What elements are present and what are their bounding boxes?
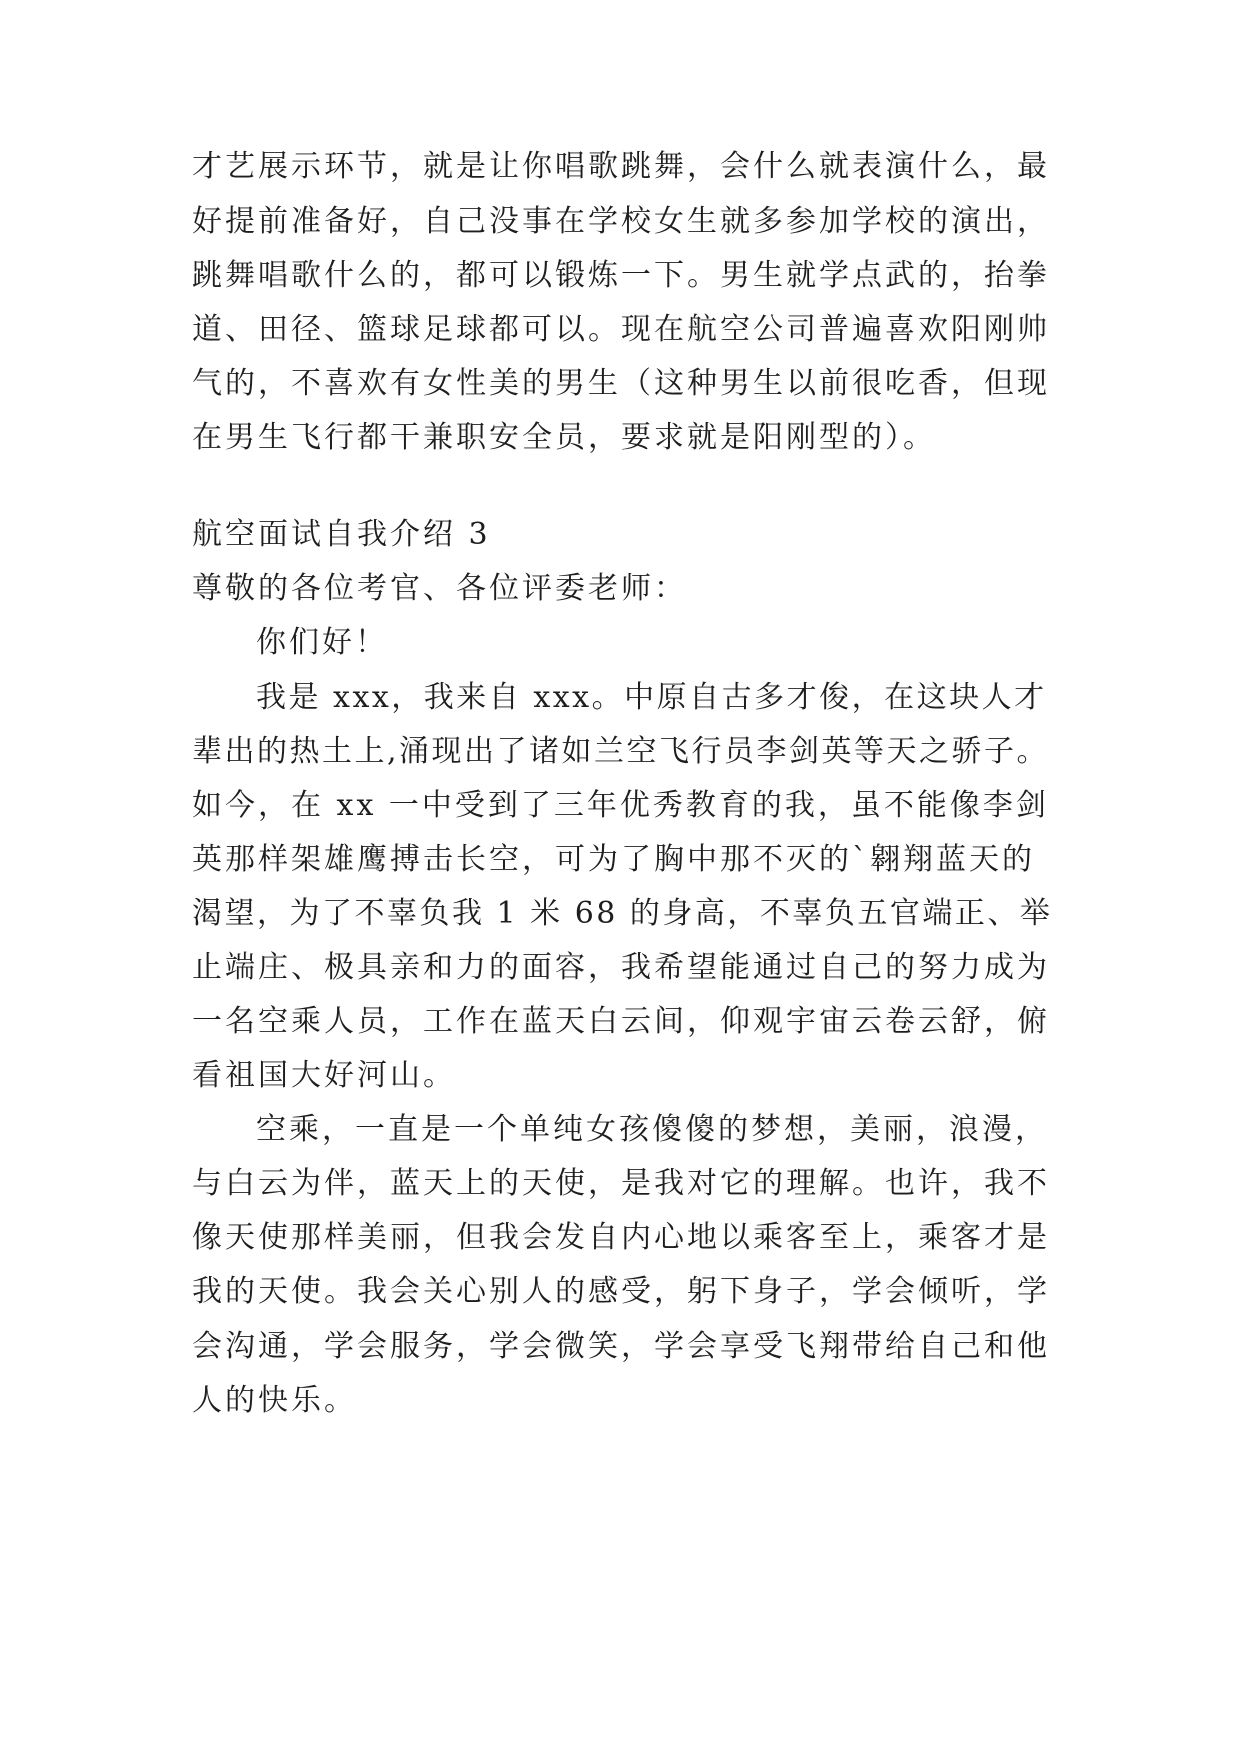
- greeting: 你们好！: [256, 625, 388, 660]
- text-line: 在男生飞行都干兼职安全员，要求就是阳刚型的）。: [192, 420, 936, 455]
- text-line: 我的天使。我会关心别人的感受，躬下身子，学会倾听，学: [192, 1274, 1050, 1309]
- text-line: 会沟通，学会服务，学会微笑，学会享受飞翔带给自己和他: [192, 1329, 1050, 1364]
- text-line: 辈出的热土上,涌现出了诸如兰空飞行员李剑英等天之骄子。: [192, 734, 1050, 769]
- text-line: 道、田径、篮球足球都可以。现在航空公司普遍喜欢阳刚帅: [192, 312, 1050, 347]
- text-line: 好提前准备好，自己没事在学校女生就多参加学校的演出，: [192, 204, 1050, 239]
- text-line: 跳舞唱歌什么的，都可以锻炼一下。男生就学点武的，抬拳: [192, 258, 1050, 293]
- text-line: 如今，在 xx 一中受到了三年优秀教育的我，虽不能像李剑: [192, 788, 1049, 823]
- section-heading: 航空面试自我介绍 3: [192, 517, 491, 552]
- text-line: 才艺展示环节，就是让你唱歌跳舞，会什么就表演什么，最: [192, 149, 1050, 184]
- text-line: 看祖国大好河山。: [192, 1058, 456, 1093]
- text-line: 空乘，一直是一个单纯女孩傻傻的梦想，美丽，浪漫，: [256, 1112, 1048, 1147]
- text-line: 与白云为伴，蓝天上的天使，是我对它的理解。也许，我不: [192, 1166, 1050, 1201]
- text-line: 一名空乘人员，工作在蓝天白云间，仰观宇宙云卷云舒，俯: [192, 1004, 1050, 1039]
- salutation: 尊敬的各位考官、各位评委老师：: [192, 571, 687, 606]
- text-line: 英那样架雄鹰搏击长空，可为了胸中那不灭的`翱翔蓝天的: [192, 842, 1035, 877]
- text-line: 我是 xxx，我来自 xxx。中原自古多才俊，在这块人才: [256, 680, 1047, 715]
- text-line: 像天使那样美丽，但我会发自内心地以乘客至上，乘客才是: [192, 1220, 1050, 1255]
- text-line: 止端庄、极具亲和力的面容，我希望能通过自己的努力成为: [192, 950, 1050, 985]
- text-line: 渴望，为了不辜负我 1 米 68 的身高，不辜负五官端正、举: [192, 896, 1053, 931]
- text-line: 气的，不喜欢有女性美的男生（这种男生以前很吃香，但现: [192, 366, 1050, 401]
- text-line: 人的快乐。: [192, 1383, 357, 1418]
